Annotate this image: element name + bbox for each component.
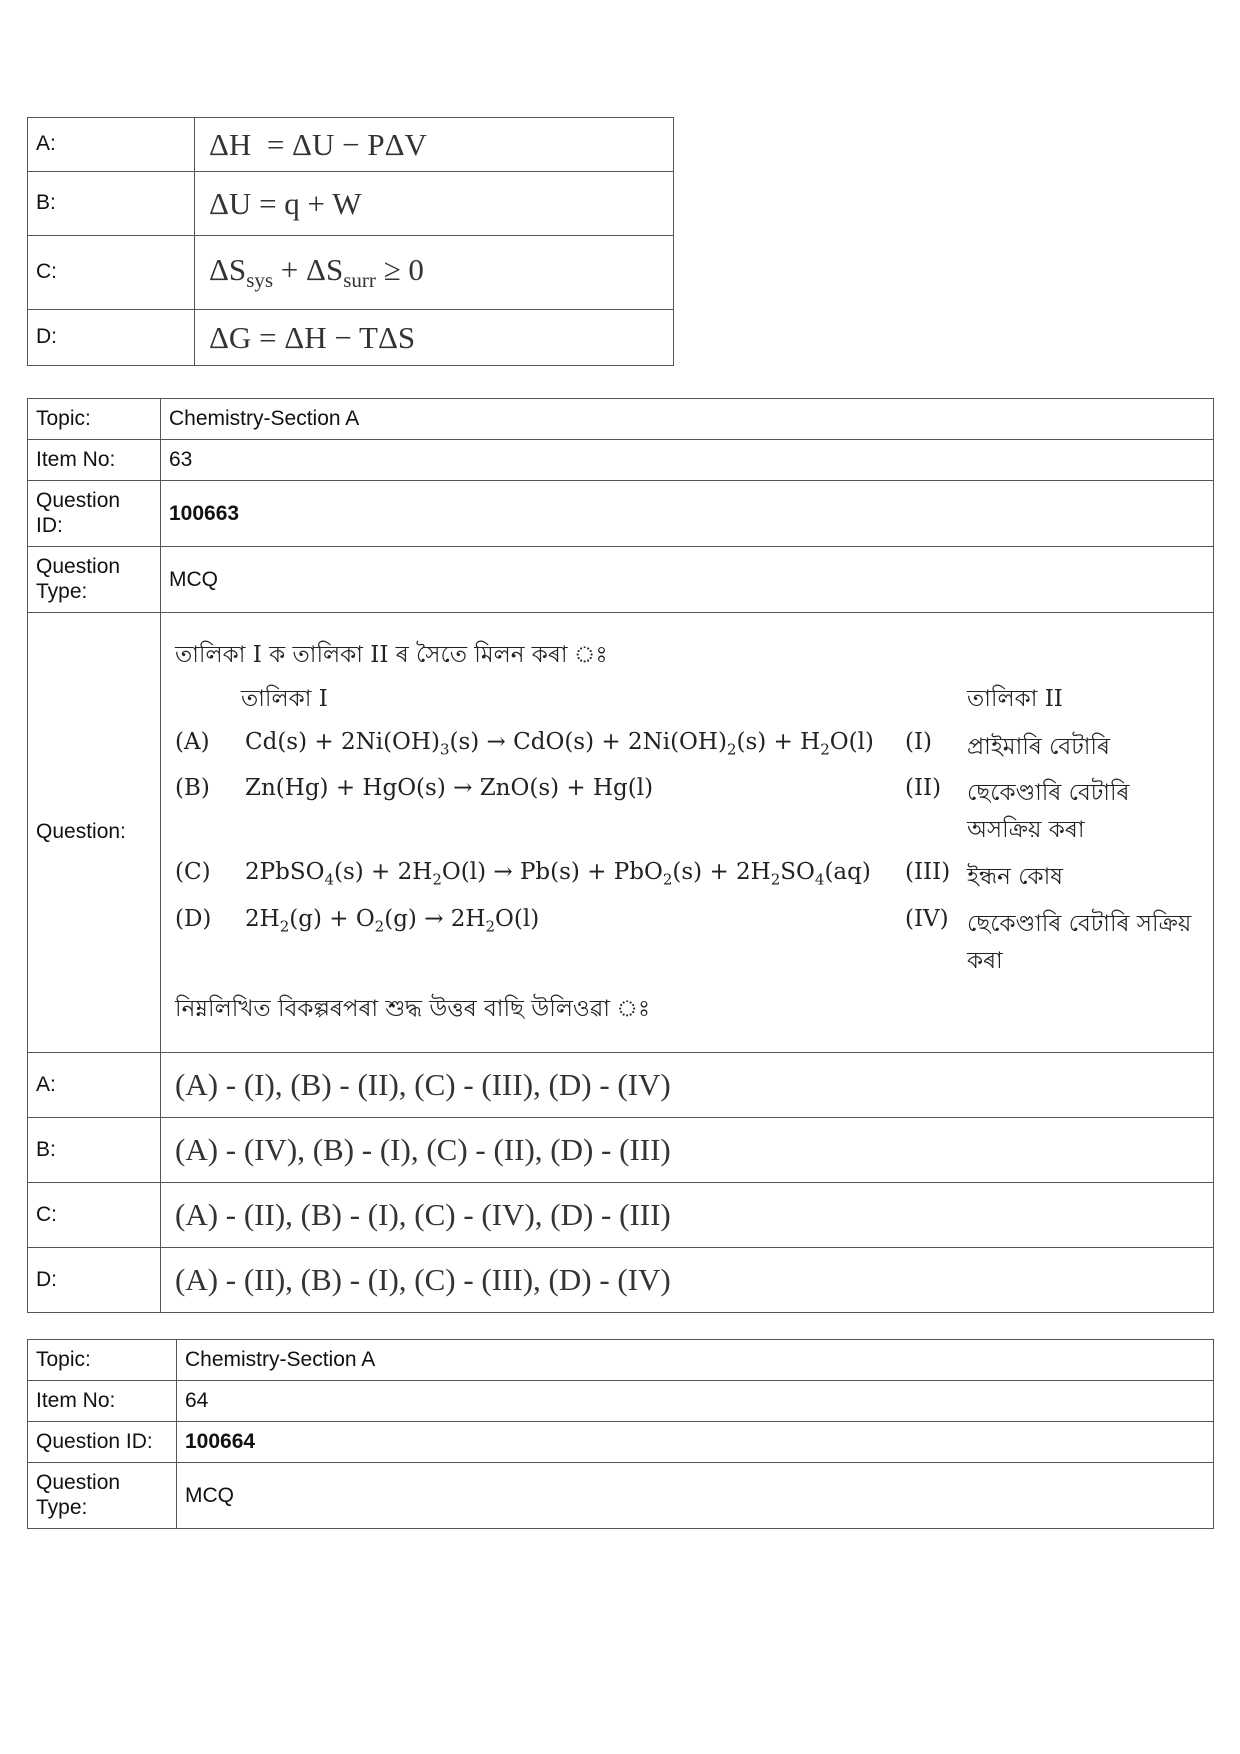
match-row	[175, 729, 1207, 766]
topic-label: Topic:	[28, 399, 161, 440]
answer-option-text: (A) - (II), (B) - (I), (C) - (IV), (D) - (III)	[161, 1183, 1214, 1248]
question-id-row	[28, 481, 1214, 547]
question-body	[161, 613, 1214, 1053]
topic-value: Chemistry-Section A	[177, 1340, 1214, 1381]
topic-label: Topic:	[28, 1340, 177, 1381]
row-equation: $2H_2(g) + O_2(g) \to 2H_2O(l)$	[245, 905, 540, 936]
option-formula: ΔH = ΔU − PΔV	[195, 118, 674, 172]
answer-option-label: B:	[28, 1118, 161, 1183]
option-row	[28, 310, 674, 366]
question-outro: নিম্নলিখিত বিকল্পৰপৰা শুদ্ধ উত্তৰ বাছি উলিওৱা ঃ	[175, 996, 651, 1023]
question-type-label: Question Type:	[28, 1463, 177, 1529]
list-1-header: তালিকা I	[241, 685, 328, 712]
item-no-label: Item No:	[28, 1381, 177, 1422]
row-letter: (C)	[175, 859, 211, 885]
question-id-label: Question ID:	[28, 481, 161, 547]
match-row	[175, 859, 1207, 896]
row-match: ছেকেণ্ডাৰি বেটাৰি অসক্ৰিয় কৰা	[967, 780, 1130, 844]
answer-option-row	[28, 1248, 1214, 1313]
answer-option-label: D:	[28, 1248, 161, 1313]
question-id-row	[28, 1422, 1214, 1463]
list-2-header: তালিকা II	[967, 685, 1063, 712]
question-type-row	[28, 547, 1214, 613]
question-id-value: 100663	[161, 481, 1214, 547]
row-letter: (A)	[175, 728, 210, 755]
row-equation: 2PbSO$_4$(s) + $2H_2O(l) \to Pb(s) + PbO_2(s) + 2H_2SO_4(aq)$	[245, 859, 871, 889]
item-no-value: 63	[161, 440, 1214, 481]
question-row	[28, 613, 1214, 1053]
option-row	[28, 118, 674, 172]
option-formula: $\Delta S_{sys} + \Delta S_{surr} \ge 0$	[195, 236, 674, 310]
answer-option-row	[28, 1053, 1214, 1118]
answer-option-row	[28, 1183, 1214, 1248]
option-label: C:	[28, 236, 195, 310]
option-row	[28, 236, 674, 310]
question-type-row	[28, 1463, 1214, 1529]
list-headers	[175, 680, 1207, 719]
topic-row	[28, 1340, 1214, 1381]
question-type-value: MCQ	[177, 1463, 1214, 1529]
answer-option-row	[28, 1118, 1214, 1183]
row-letter: (B)	[175, 775, 210, 802]
row-match: প্ৰাইমাৰি বেটাৰি	[967, 733, 1110, 760]
match-row	[175, 906, 1207, 980]
question-intro: তালিকা I ক তালিকা II ৰ সৈতে মিলন কৰা ঃ	[175, 642, 608, 669]
answer-option-text: (A) - (IV), (B) - (I), (C) - (II), (D) - (III)	[161, 1118, 1214, 1183]
row-roman: (I)	[905, 728, 933, 755]
row-equation: Zn(Hg) + HgO(s) → ZnO(s) + Hg(l)	[245, 775, 654, 802]
question-63-table	[27, 398, 1214, 1313]
question-id-value: 100664	[177, 1422, 1214, 1463]
prev-options-table	[27, 117, 674, 366]
option-label: B:	[28, 172, 195, 236]
answer-option-label: A:	[28, 1053, 161, 1118]
item-no-label: Item No:	[28, 440, 161, 481]
option-label: D:	[28, 310, 195, 366]
topic-row	[28, 399, 1214, 440]
row-roman: (II)	[905, 775, 942, 802]
option-row	[28, 172, 674, 236]
item-no-value: 64	[177, 1381, 1214, 1422]
topic-value: Chemistry-Section A	[161, 399, 1214, 440]
question-64-table	[27, 1339, 1214, 1529]
row-match: ইন্ধন কোষ	[967, 864, 1063, 890]
row-equation: $Cd(s) + 2Ni(OH)_3(s) \to CdO(s) + 2Ni(OH)_2(s) + H_2O(l)$	[245, 728, 874, 759]
question-label: Question:	[28, 613, 161, 1053]
item-no-row	[28, 1381, 1214, 1422]
row-roman: (IV)	[905, 905, 949, 932]
question-id-label: Question ID:	[28, 1422, 177, 1463]
answer-option-text: (A) - (II), (B) - (I), (C) - (III), (D) - (IV)	[161, 1248, 1214, 1313]
row-match: ছেকেণ্ডাৰি বেটাৰি সক্ৰিয় কৰা	[967, 910, 1192, 974]
question-type-value: MCQ	[161, 547, 1214, 613]
question-type-label: Question Type:	[28, 547, 161, 613]
option-label: A:	[28, 118, 195, 172]
answer-option-text: (A) - (I), (B) - (II), (C) - (III), (D) - (IV)	[161, 1053, 1214, 1118]
answer-option-label: C:	[28, 1183, 161, 1248]
match-row	[175, 775, 1207, 849]
option-formula: ΔU = q + W	[195, 172, 674, 236]
option-formula: ΔG = ΔH − TΔS	[195, 310, 674, 366]
row-letter: (D)	[175, 905, 212, 932]
item-no-row	[28, 440, 1214, 481]
row-roman: (III)	[905, 859, 951, 885]
